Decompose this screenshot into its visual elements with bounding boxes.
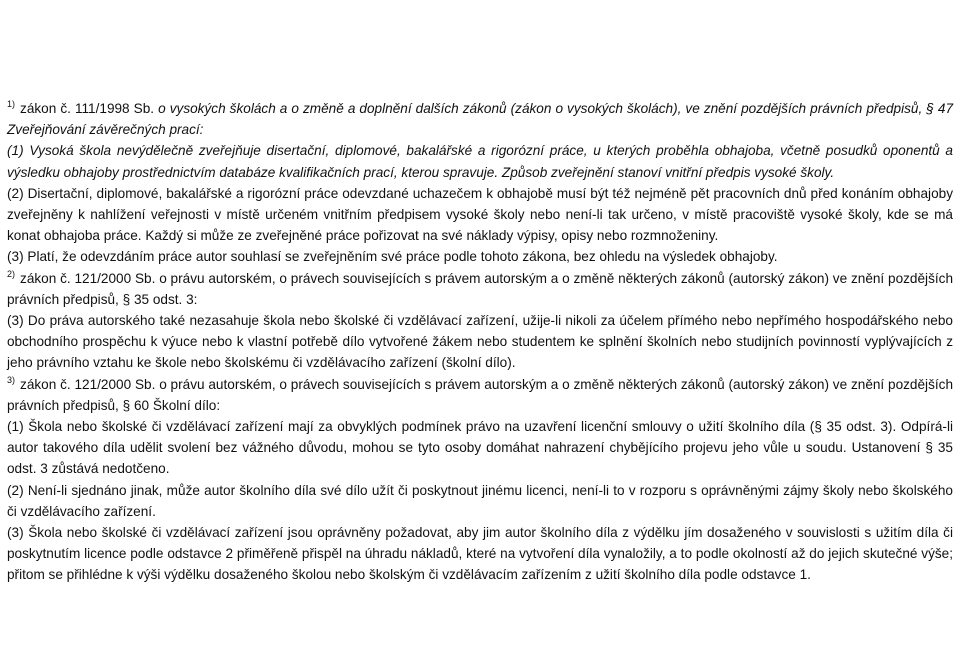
- law-reference: zákon č. 121/2000 Sb.: [20, 270, 156, 286]
- law-paragraph: [7, 140, 953, 182]
- paragraph-text: (3) Škola nebo školské či vzdělávací zařízení jsou oprávněny požadovat, aby jim autor školního díla z výdělku jím dosaženého v souvislosti s užitím díla či poskytnutím licence podle odstavce 2 přiměřeně přispěl na úhradu nákladů, které na vytvoření díla vynaložily, a to podle okolností až do jejich skutečné výše; přitom se přihlédne k výši výdělku dosaženého školou nebo školským či vzdělávacím zařízením z užití školního díla podle odstavce 1.: [7, 525, 953, 583]
- paragraph-text: (3) Do práva autorského také nezasahuje škola nebo školské či vzdělávací zařízení, užije-li nikoli za účelem přímého nebo nepřímého hospodářského nebo obchodního prospěchu k výuce nebo k vlastní potřebě dílo vytvořené žákem nebo studentem ke splnění školních nebo studijních povinností vyplývajících z jeho právního vztahu ke škole nebo školskému či vzdělávacího zařízení (školní dílo).: [7, 313, 953, 371]
- footnote-1-heading: [7, 98, 953, 140]
- footnotes-block: [7, 98, 953, 586]
- law-paragraph: [7, 480, 953, 522]
- law-reference: zákon č. 121/2000 Sb.: [20, 376, 156, 392]
- footnote-marker: 1): [7, 99, 16, 109]
- footnote-marker: 2): [7, 268, 16, 279]
- footnote-3-heading: [7, 374, 953, 416]
- paragraph-text: (1) Škola nebo školské či vzdělávací zařízení mají za obvyklých podmínek právo na uzavření licenční smlouvy o užití školního díla (§ 35 odst. 3). Odpírá-li autor takového díla udělit svolení bez vážného důvodu, mohou se tyto osoby domáhat nahrazení chybějícího projevu jeho vůle u soudu. Ustanovení § 35 odst. 3 zůstává nedotčeno.: [7, 419, 953, 477]
- paragraph-tail: Způsob zveřejnění stanoví vnitřní předpis vysoké školy.: [501, 164, 835, 180]
- law-paragraph: [7, 522, 953, 586]
- paragraph-tail: Každý si může ze zveřejněné práce pořizovat na své náklady výpisy, opisy nebo rozmnoženiny.: [145, 228, 719, 244]
- law-paragraph: [7, 416, 953, 480]
- paragraph-text: (2) Není-li sjednáno jinak, může autor školního díla své dílo užít či poskytnout jinému licenci, není-li to v rozporu s oprávněnými zájmy školy nebo školského či vzdělávacího zařízení.: [7, 482, 953, 519]
- law-title: o vysokých školách a o změně a doplnění dalších zákonů (zákon o vysokých školách), ve znění pozdějších právních předpisů, § 47 Zveřejňování závěrečných prací:: [7, 101, 954, 138]
- paragraph-italic: (1) Vysoká škola nevýdělečně zveřejňuje disertační, diplomové, bakalářské a rigorózní práce, u kterých proběhla obhajoba, včetně posudků oponentů a výsledku obhajoby prostřednictvím databáze kvalifikačních prací, kterou spravuje.: [7, 143, 953, 180]
- footnote-marker: 3): [7, 374, 16, 385]
- paragraph-text: (3) Platí, že odevzdáním práce autor souhlasí se zveřejněním své práce podle tohoto zákona, bez ohledu na výsledek obhajoby.: [7, 249, 778, 265]
- law-paragraph: [7, 183, 953, 247]
- law-title: o právu autorském, o právech souvisejících s právem autorským a o změně některých zákonů (autorský zákon) ve znění pozdějších právních předpisů, § 35 odst. 3:: [7, 270, 954, 307]
- paragraph-text: (2) Disertační, diplomové, bakalářské a rigorózní práce odevzdané uchazečem k obhajobě musí být též nejméně pět pracovních dnů před konáním obhajoby zveřejněny k nahlížení veřejnosti v místě určeném vnitřním předpisem vysoké školy nebo není-li tak určeno, v místě pracoviště vysoké školy, kde se má konat obhajoba práce.: [7, 185, 953, 244]
- law-paragraph: [7, 246, 953, 267]
- footnote-2-heading: [7, 268, 953, 310]
- law-title: o právu autorském, o právech souvisejících s právem autorským a o změně některých zákonů (autorský zákon) ve znění pozdějších právních předpisů, § 60 Školní dílo:: [7, 376, 954, 413]
- law-reference: zákon č. 111/1998 Sb.: [20, 101, 155, 116]
- law-paragraph: [7, 310, 953, 374]
